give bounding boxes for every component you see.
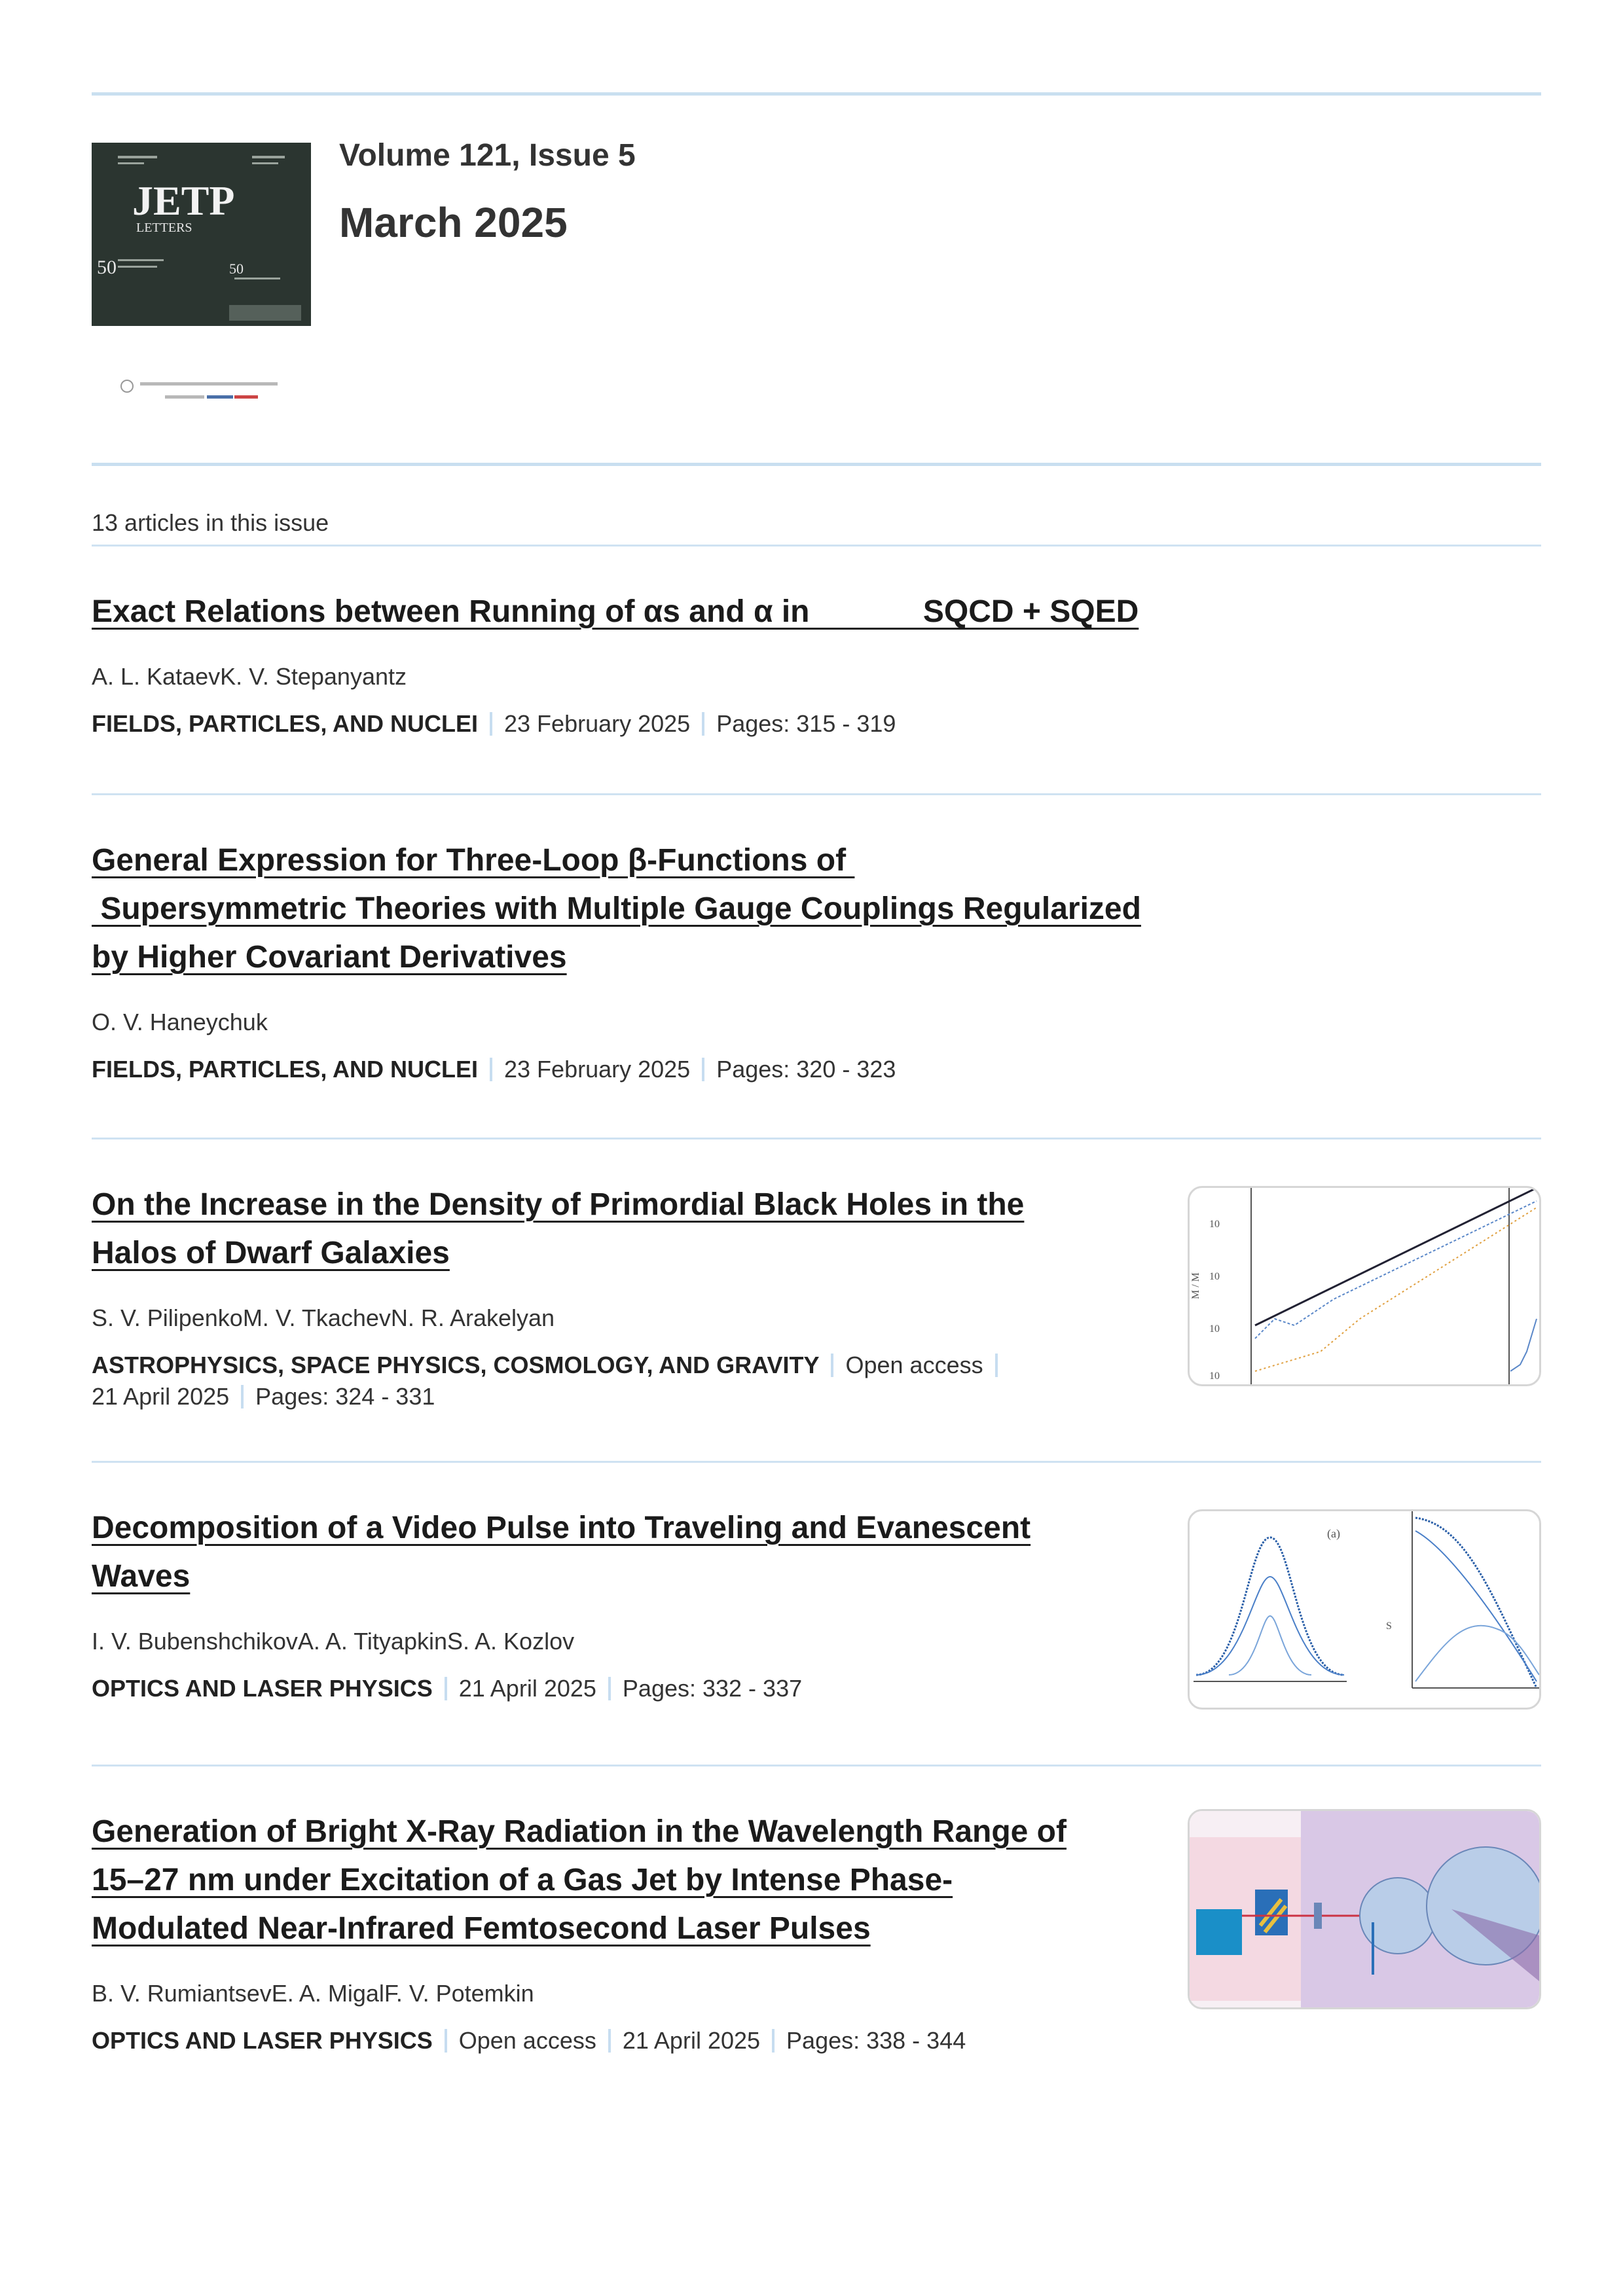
article-divider bbox=[92, 1138, 1541, 1139]
publisher-logos bbox=[119, 374, 283, 406]
article-section: FIELDS, PARTICLES, AND NUCLEI bbox=[92, 1056, 479, 1083]
svg-text:10: 10 bbox=[1209, 1323, 1220, 1335]
open-access-badge: Open access bbox=[458, 2027, 596, 2054]
svg-text:S: S bbox=[1386, 1621, 1392, 1632]
article-meta bbox=[92, 708, 1178, 740]
meta-separator bbox=[702, 1058, 704, 1081]
meta-separator bbox=[490, 1058, 492, 1081]
meta-separator bbox=[608, 1677, 611, 1700]
article-figure-thumbnail[interactable] bbox=[1188, 1809, 1541, 2009]
article-section: ASTROPHYSICS, SPACE PHYSICS, COSMOLOGY, AND GRAVITY bbox=[92, 1352, 820, 1378]
article-authors: S. V. PilipenkoM. V. TkachevN. R. Arakelyan bbox=[92, 1304, 555, 1331]
svg-text:10: 10 bbox=[1209, 1271, 1220, 1282]
title-line[interactable]: On the Increase in the Density of Primordial Black Holes in the bbox=[92, 1187, 1025, 1222]
article-pages: Pages: 320 - 323 bbox=[716, 1056, 896, 1083]
svg-text:LETTERS: LETTERS bbox=[136, 221, 192, 235]
article-item bbox=[92, 1504, 1165, 1704]
article-title-link[interactable] bbox=[92, 836, 1178, 982]
svg-text:50: 50 bbox=[97, 257, 117, 278]
article-pages: Pages: 332 - 337 bbox=[622, 1675, 803, 1702]
title-line[interactable]: 15–27 nm under Excitation of a Gas Jet by Intense Phase- bbox=[92, 1863, 953, 1897]
article-date: 23 February 2025 bbox=[504, 710, 691, 737]
article-divider bbox=[92, 1765, 1541, 1767]
title-line[interactable]: General Expression for Three-Loop β-Functions of bbox=[92, 843, 855, 878]
meta-separator bbox=[702, 712, 704, 736]
article-title-link[interactable] bbox=[92, 1504, 1165, 1601]
article-authors: I. V. BubenshchikovA. A. TityapkinS. A. Kozlov bbox=[92, 1628, 575, 1655]
article-count: 13 articles in this issue bbox=[92, 509, 329, 536]
svg-text:(a): (a) bbox=[1327, 1527, 1340, 1540]
title-line[interactable]: Halos of Dwarf Galaxies bbox=[92, 1236, 450, 1270]
article-pages: Pages: 338 - 344 bbox=[786, 2027, 966, 2054]
volume-issue-label: Volume 121, Issue 5 bbox=[339, 138, 636, 173]
title-line[interactable]: Modulated Near-Infrared Femtosecond Laser Pulses bbox=[92, 1911, 871, 1946]
title-line[interactable]: Generation of Bright X-Ray Radiation in the Wavelength Range of bbox=[92, 1814, 1067, 1849]
journal-cover-image[interactable] bbox=[92, 143, 311, 326]
article-authors: B. V. RumiantsevE. A. MigalF. V. Potemkin bbox=[92, 1980, 534, 2007]
article-title-link[interactable] bbox=[92, 1181, 1165, 1278]
article-authors: A. L. KataevK. V. Stepanyantz bbox=[92, 663, 407, 690]
title-line[interactable]: by Higher Covariant Derivatives bbox=[92, 940, 567, 975]
article-divider bbox=[92, 1461, 1541, 1463]
article-item bbox=[92, 1808, 1165, 2056]
article-item bbox=[92, 836, 1178, 1085]
article-date: 21 April 2025 bbox=[622, 2027, 761, 2054]
svg-text:M / M: M / M bbox=[1190, 1272, 1201, 1299]
article-title-link[interactable] bbox=[92, 588, 1178, 636]
open-access-badge: Open access bbox=[845, 1352, 983, 1378]
top-divider bbox=[92, 92, 1541, 96]
title-line[interactable]: Supersymmetric Theories with Multiple Gauge Couplings Regularized bbox=[92, 891, 1141, 926]
article-meta bbox=[92, 1350, 1165, 1412]
article-figure-thumbnail[interactable] bbox=[1188, 1509, 1541, 1710]
title-line[interactable]: Waves bbox=[92, 1559, 191, 1594]
meta-separator bbox=[445, 1677, 447, 1700]
article-item bbox=[92, 1181, 1165, 1412]
article-figure-thumbnail[interactable] bbox=[1188, 1186, 1541, 1386]
article-item bbox=[92, 588, 1178, 740]
svg-text:JETP: JETP bbox=[132, 177, 235, 224]
meta-separator bbox=[241, 1385, 244, 1408]
article-authors: O. V. Haneychuk bbox=[92, 1009, 268, 1035]
article-meta bbox=[92, 1673, 1165, 1704]
meta-separator bbox=[445, 2029, 447, 2053]
meta-separator bbox=[831, 1354, 833, 1377]
article-meta bbox=[92, 2025, 1165, 2056]
list-divider bbox=[92, 545, 1541, 547]
article-date: 23 February 2025 bbox=[504, 1056, 691, 1083]
header-divider bbox=[92, 463, 1541, 466]
article-meta bbox=[92, 1054, 1178, 1085]
meta-separator bbox=[608, 2029, 611, 2053]
article-divider bbox=[92, 793, 1541, 795]
meta-separator bbox=[490, 712, 492, 736]
article-section: OPTICS AND LASER PHYSICS bbox=[92, 2027, 433, 2054]
meta-separator bbox=[772, 2029, 775, 2053]
article-date: 21 April 2025 bbox=[92, 1383, 230, 1410]
article-pages: Pages: 324 - 331 bbox=[255, 1383, 435, 1410]
title-line[interactable]: Exact Relations between Running of αs and α in SQCD + SQED bbox=[92, 594, 1139, 629]
article-section: FIELDS, PARTICLES, AND NUCLEI bbox=[92, 710, 479, 737]
svg-text:10: 10 bbox=[1209, 1371, 1220, 1382]
meta-separator bbox=[995, 1354, 998, 1377]
issue-date-heading: March 2025 bbox=[339, 199, 568, 246]
title-line[interactable]: Decomposition of a Video Pulse into Traveling and Evanescent bbox=[92, 1511, 1031, 1545]
article-section: OPTICS AND LASER PHYSICS bbox=[92, 1675, 433, 1702]
svg-text:10: 10 bbox=[1209, 1219, 1220, 1230]
svg-text:50: 50 bbox=[229, 260, 244, 277]
article-date: 21 April 2025 bbox=[458, 1675, 596, 1702]
article-pages: Pages: 315 - 319 bbox=[716, 710, 896, 737]
article-title-link[interactable] bbox=[92, 1808, 1165, 1953]
